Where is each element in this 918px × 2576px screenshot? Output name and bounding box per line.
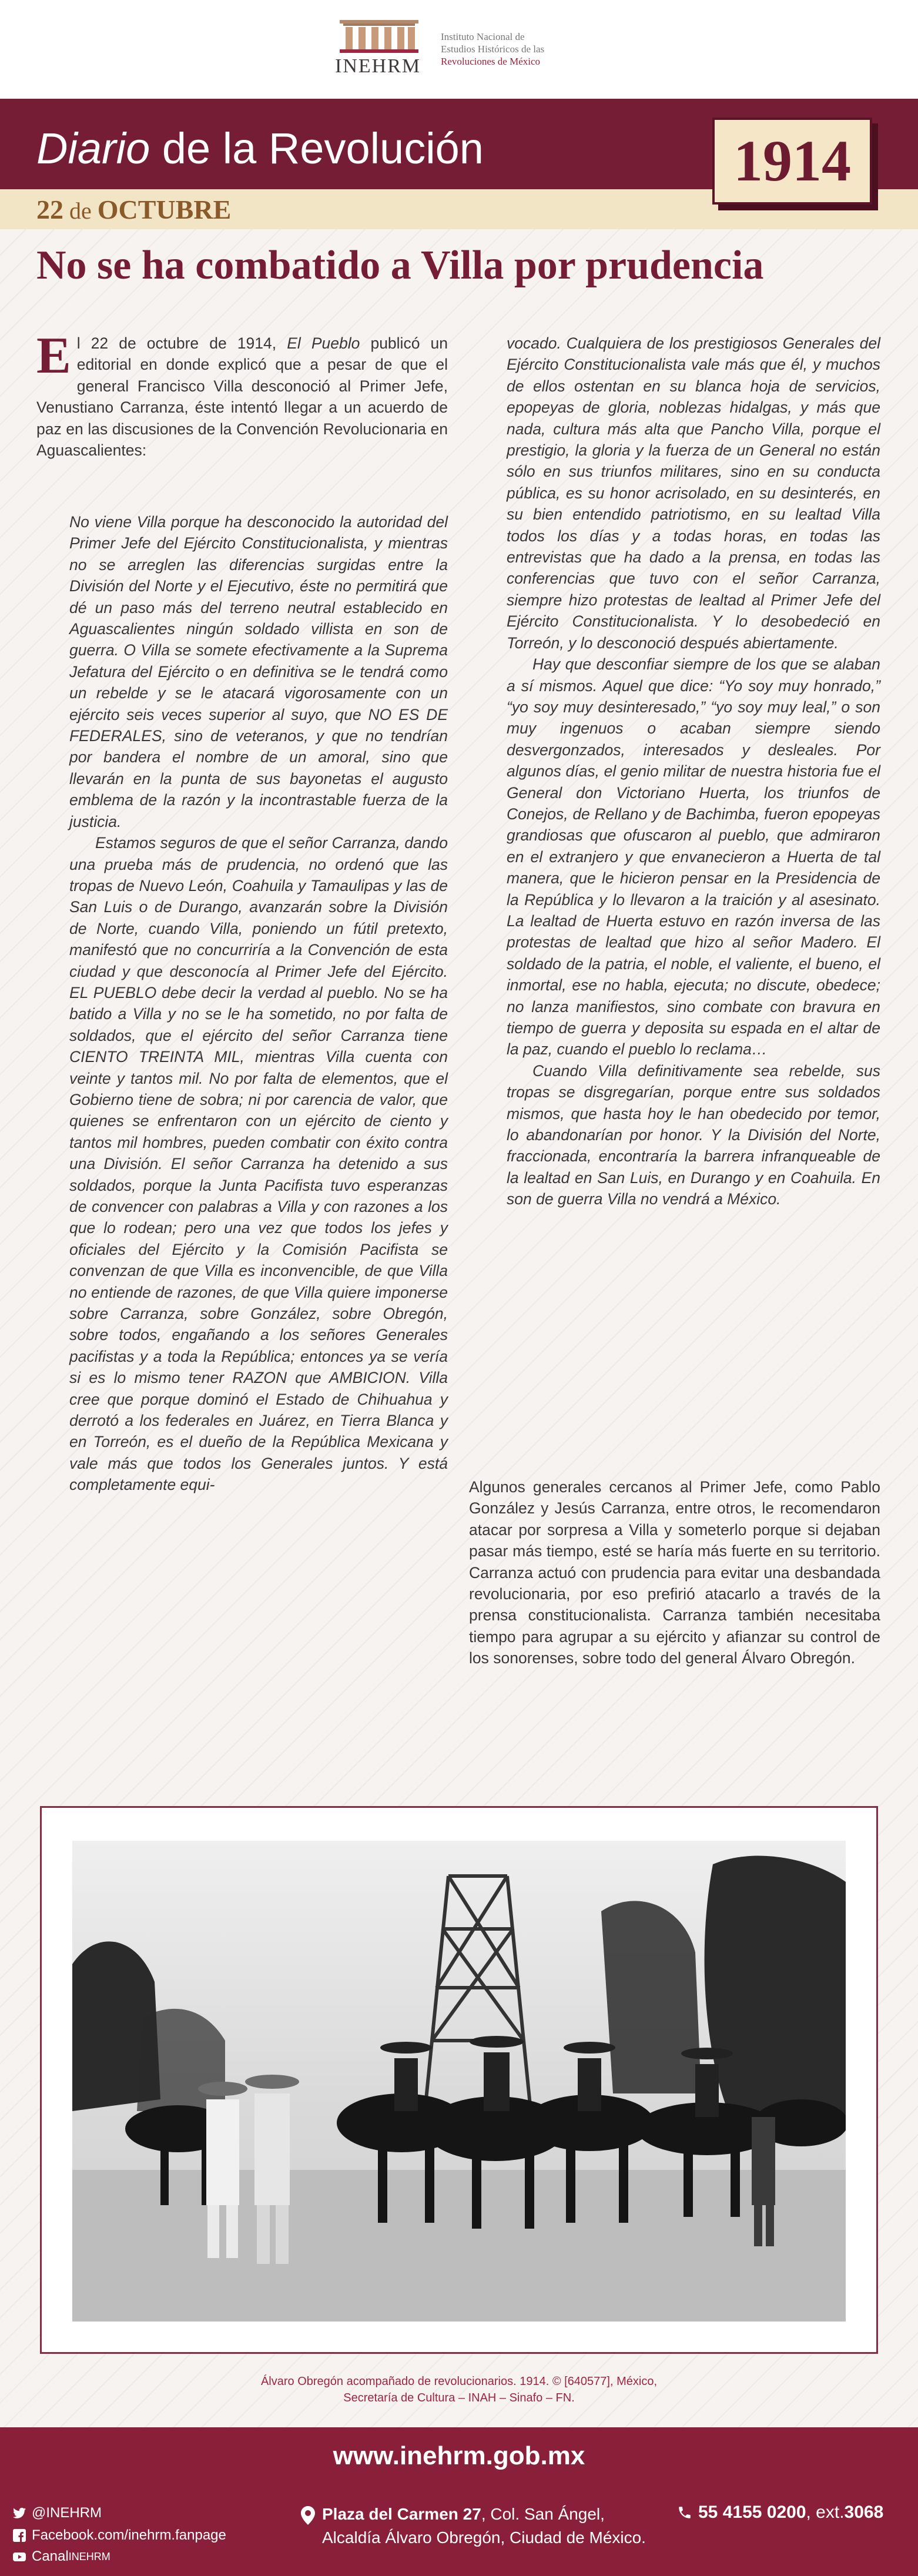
facebook-link[interactable] — [13, 2527, 226, 2544]
article-intro — [36, 327, 448, 461]
date-day: 22 — [36, 195, 63, 225]
quote-right-column — [507, 333, 880, 1210]
series-title-italic: Diario — [36, 124, 150, 173]
quote-paragraph: Estamos seguros de que el señor Carranza, dando una prueba más de prudencia, no ordenó que las tropas de Nuevo León, Coahuila y Tamaulipas y las de San Luis o de Durango, avanzarán sobre la División de Norte, cuando Villa, poniendo un fútil pretexto, manifestó que no concurriría a la Convención de esta ciudad y que desconocía al Primer Jefe del Ejército. EL PUEBLO debe decir la verdad al pueblo. No se ha batido a Villa y no se le ha sometido, no por falta de soldados, que el ejército del señor Carranza tiene CIENTO TREINTA MIL, mientras Villa cuenta con veinte y tantos mil. No por falta de elementos, que el Gobierno tiene de sobra; ni por carencia de valor, que quienes se enfrentaron con un ejército de ciento y tantos mil hombres, pueden combatir con éxito contra una División. El señor Carranza ha detenido a sus soldados, porque la Junta Pacifista tuvo esperanzas de convencer con palabras a Villa y con razones a los que lo rodean; pero una vez que todos los jefes y oficiales del Ejército y la Comisión Pacifista se convenzan de que Villa es inconvencible, de que Villa no entiende de razones, de que Villa quiere imponerse sobre Carranza, sobre González, sobre Obregón, sobre todos, engañando a los señores Generales pacifistas y a toda la República; entonces ya se vería si es lo mismo tener RAZON que AMBICION. Villa cree que porque dominó el Estado de Chihuahua y derrotó a los federales en Juárez, en Tierra Blanca y en Torreón, es el dueño de la República Mexicana y vale más que todos los Generales juntos. Y está completamente equi- — [69, 834, 448, 1494]
quote-paragraph: vocado. Cualquiera de los prestigiosos Generales del Ejército Constitucionalista vale más que él, y muchos de ellos ostentan en su blanca hoja de servicios, epopeyas de gloria, noblezas hidalgas, y más que nada, cultura más alta que Pancho Villa, porque el prestigio, la gloria y la fuerza de un General no están sólo en sus triunfos militares, sino en su conducta pública, es su honor acrisolado, en su desinterés, en su bien entendido patriotismo, en su lealtad Villa todos los días y a todas horas, en todas las entrevistas que ha dado a la prensa, en todas las conferencias que tuvo con el señor Carranza, siempre hizo protestas de lealtad al Primer Jefe del Ejército Constitucionalista. Y lo desobedeció en Torreón, y lo desconoció después abiertamente. — [507, 334, 880, 652]
extension-label: , ext. — [806, 2503, 845, 2522]
address — [301, 2503, 646, 2550]
caption-line: Secretaría de Cultura – INAH – Sinafo – FN. — [343, 2391, 575, 2404]
phone[interactable] — [677, 2503, 883, 2523]
logo-institution-name — [441, 31, 544, 68]
youtube-channel: INEHRM — [68, 2550, 110, 2562]
caption-line: Álvaro Obregón acompañado de revolucionarios. 1914. © [640577], México, — [260, 2375, 658, 2388]
twitter-icon — [13, 2507, 26, 2519]
series-title-rest: de la Revolución — [150, 124, 484, 173]
website-link[interactable]: www.inehrm.gob.mx — [333, 2441, 585, 2470]
address-line-2: Alcaldía Álvaro Obregón, Ciudad de México. — [322, 2528, 646, 2547]
closing-paragraph: Algunos generales cercanos al Primer Jefe, como Pablo González y Jesús Carranza, entre otros, le recomendaron atacar por sorpresa a Villa y someterlo porque si dejaban pasar más tiempo, esté se haría más fuerte en su territorio. Carranza actuó con prudencia para evitar una desbandada revolucionaria, por eso prefirió atacarlo a través de la prensa constitucionalista. Carranza también necesitaba tiempo para agrupar a su ejército y afianzar su control de los sonorenses, sobre todo del general Álvaro Obregón. — [469, 1478, 880, 1667]
newspaper-name: El Pueblo — [287, 334, 360, 352]
logo-sub-line: Estudios Históricos de las — [441, 43, 545, 55]
youtube-label: Canal — [32, 2548, 69, 2564]
logo-sub-accent: Revoluciones de México — [441, 56, 541, 67]
address-line-1 — [322, 2503, 646, 2526]
logo-sub-line: Instituto Nacional de — [441, 31, 525, 42]
historical-photo-revolutionaries-on-horseback — [72, 1841, 846, 2322]
year-text: 1914 — [733, 128, 851, 193]
article-closing — [469, 1476, 880, 1669]
extension-number: 3068 — [844, 2503, 884, 2522]
series-title — [36, 123, 484, 173]
logo-wordmark: INEHRM — [335, 55, 421, 77]
year-badge — [712, 118, 872, 205]
drop-cap: E — [36, 327, 71, 384]
phone-number: 55 4155 0200 — [698, 2503, 806, 2522]
facebook-url: Facebook.com/inehrm.fanpage — [32, 2527, 226, 2543]
date-de: de — [63, 197, 98, 224]
address-colony: , Col. San Ángel, — [481, 2505, 605, 2523]
twitter-link[interactable] — [13, 2505, 102, 2521]
quote-paragraph: Hay que desconfiar siempre de los que se alaban a sí mismos. Aquel que dice: “Yo soy muy honrado,” “yo soy muy desinteresado,” “yo soy muy leal,” o son muy ingenuos o acaban siempre siendo desvergonzados, interesados y desleales. Por algunos días, el genio militar de nuestra historia fue el General don Victoriano Huerta, los triunfos de Conejos, de Rellano y de Bachimba, fueron epopeyas grandiosas que ofuscaron al pueblo, que admiraron en el extranjero y que envanecieron a Huerta de tal manera, que le hicieron pensar en la Presidencia de la República y lo llevaron a la traición y al asesinato. La lealtad de Huerta estuvo en razón inversa de las protestas de lealtad que hizo al señor Madero. El soldado de la patria, el noble, el valiente, el bueno, el inmortal, ese no habla, ejecuta; no discute, obedece; no lanza manifiestos, sino combate con bravura en tiempo de guerra y deposita su espada en el altar de la paz, cuando el pueblo lo reclama… — [507, 655, 880, 1058]
location-pin-icon — [301, 2506, 315, 2525]
quote-left-column — [69, 511, 448, 1496]
date-month: OCTUBRE — [97, 195, 232, 225]
quote-paragraph: Cuando Villa definitivamente sea rebelde, sus tropas se disgregarían, porque entre sus soldados mismos, que hasta hoy le han obedecido por temor, lo abandonarían por honor. Y la División del Norte, fraccionada, encontraría la barrera infranqueable de la lealtad en San Luis, en Durango y en Coahuila. En son de guerra Villa no vendrá a México. — [507, 1061, 880, 1208]
intro-text-end: publicó un editorial en donde explicó que a pesar de que el general Francisco Villa desconoció al Primer Jefe, Venustiano Carranza, éste intentó llegar a un acuerdo de paz en las discusiones de la Convención Revolucionaria en Aguascalientes: — [36, 334, 448, 460]
building-logo-icon — [335, 18, 423, 54]
youtube-link[interactable] — [13, 2548, 110, 2565]
header — [0, 0, 918, 99]
facebook-icon — [13, 2529, 26, 2542]
photo-frame — [40, 1806, 878, 2354]
photo-caption — [176, 2373, 742, 2406]
intro-text-start: l 22 de octubre de 1914, — [76, 334, 287, 352]
quote-paragraph: No viene Villa porque ha desconocido la autoridad del Primer Jefe del Ejército Constitucionalista, y mientras no se arreglen las diferencias surgidas entre la División del Norte y el Ejecutivo, éste no permitirá que dé un paso más del terreno neutral establecido en Aguascalientes ningún soldado villista en son de guerra. O Villa se somete efectivamente a la Suprema Jefatura del Ejército o en definitiva se le tendrá como un rebelde y se le atacará vigorosamente con un ejército seis veces superior al suyo, que NO ES DE FEDERALES, sino de veteranos, y que no tendrían por bandera el nombre de un amoral, sino que llevarán en la punta de sus bayonetas el augusto emblema de la razón y la incontrastable fuerza de la justicia. — [69, 513, 448, 830]
twitter-handle: @INEHRM — [32, 2505, 102, 2521]
phone-icon — [677, 2505, 692, 2520]
publication-date — [36, 194, 231, 225]
article-headline: No se ha combatido a Villa por prudencia — [36, 243, 764, 288]
youtube-icon — [13, 2550, 26, 2563]
address-street: Plaza del Carmen 27 — [322, 2505, 481, 2523]
inehrm-logo[interactable] — [335, 18, 588, 76]
footer — [0, 2427, 918, 2576]
